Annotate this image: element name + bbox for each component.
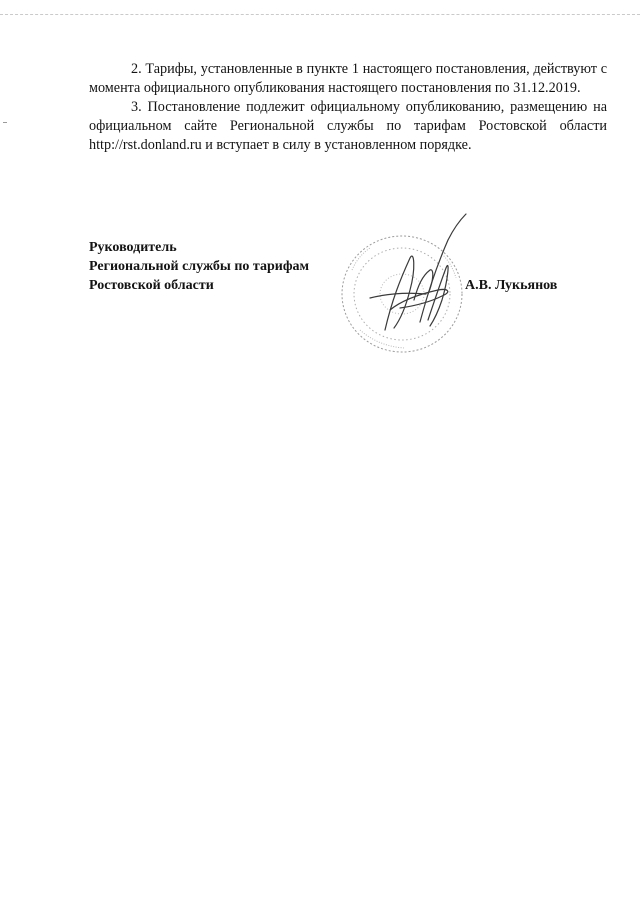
document-body [89,60,607,155]
paragraph-tariffs-validity: 2. Тарифы, установленные в пункте 1 настоящего постановления, действуют с момента официального опубликования настоящего постановления по 31.12.2019. [89,61,607,96]
scan-top-edge [0,14,640,17]
signatory-organization: Региональной службы по тарифам [89,259,310,274]
handwritten-signature [370,214,466,330]
signatory-name: А.В. Лукьянов [465,278,558,293]
signatory-title [89,238,309,295]
signatory-position: Руководитель [89,240,177,255]
scan-margin-mark [3,122,7,123]
signatory-region: Ростовской области [89,278,214,293]
paragraph-publication: 3. Постановление подлежит официальному опубликованию, размещению на официальном сайте Региональной службы по тарифам Ростовской области http://rst.donland.ru и вступает в силу в установленном порядке. [89,99,607,153]
